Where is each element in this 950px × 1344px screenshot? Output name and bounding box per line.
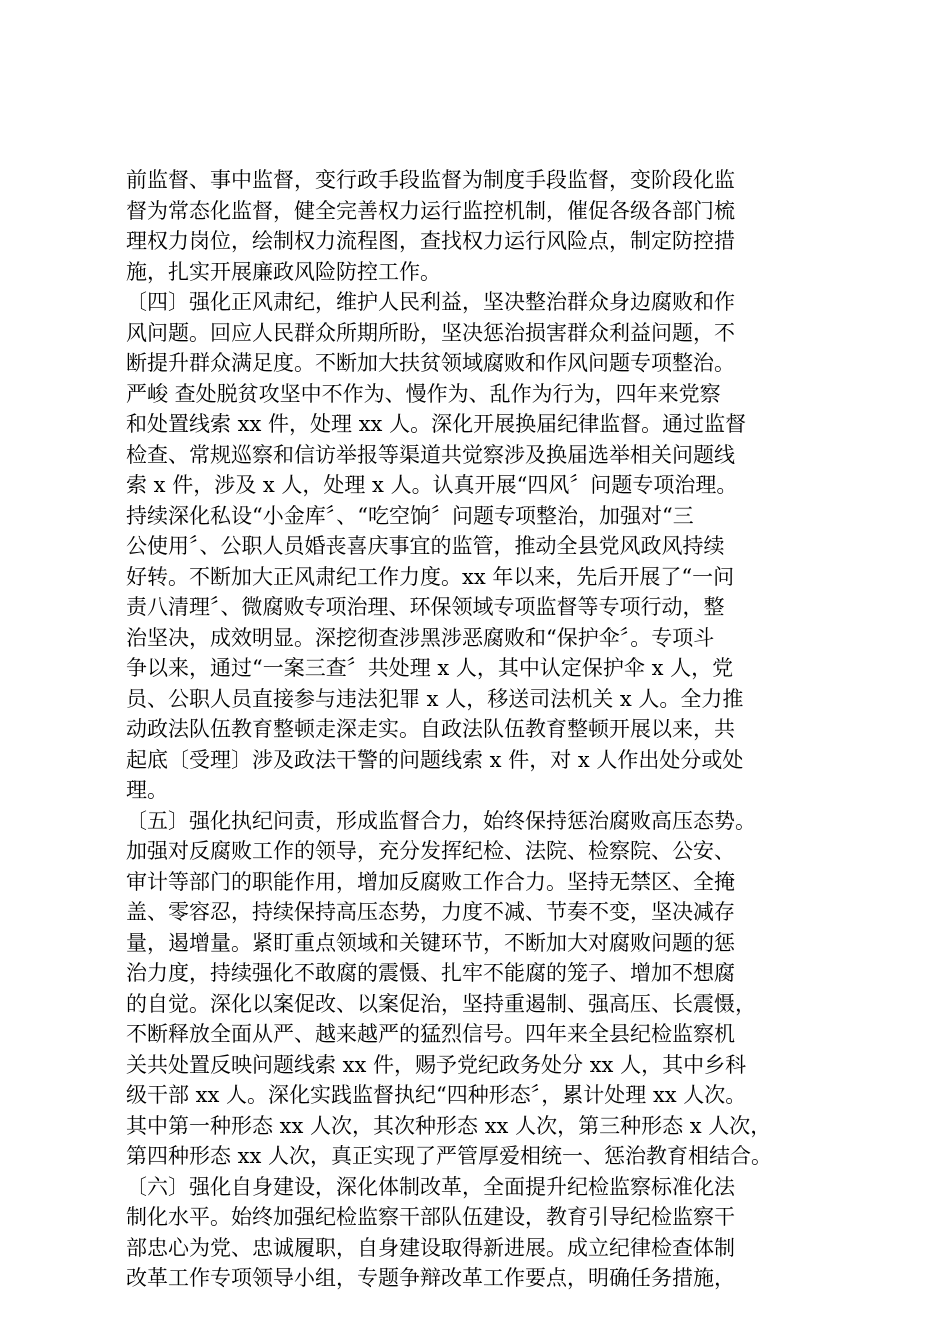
text-line: 治力度，持续强化不敢腐的震慑、扎牢不能腐的笼子、增加不想腐 (126, 961, 735, 985)
section-heading-line: 〔四〕强化正风肃纪，维护人民利益，坚决整治群众身边腐败和作 (126, 290, 735, 314)
text-line: 理权力岗位，绘制权力流程图，查找权力运行风险点，制定防控措 (126, 229, 735, 253)
section-heading-line: 〔五〕强化执纪问责，形成监督合力，始终保持惩治腐败高压态势。 (126, 808, 756, 833)
text-line: 好转。不断加大正风肃纪工作力度。xx 年以来，先后开展了“一问 (126, 564, 735, 589)
text-line: 的自觉。深化以案促改、以案促治，坚持重遏制、强高压、长震慑， (126, 991, 756, 1016)
text-line: 施，扎实开展廉政风险防控工作。 (126, 259, 441, 284)
document-body (126, 165, 846, 1294)
section-heading-line: 〔六〕强化自身建设，深化体制改革，全面提升纪检监察标准化法 (126, 1174, 735, 1199)
text-line: 动政法队伍教育整顿走深走实。自政法队伍教育整顿开展以来，共 (126, 717, 735, 741)
text-line: 检查、常规巡察和信访举报等渠道共觉察涉及换届选举相关问题线 (126, 442, 735, 467)
text-line: 关共处置反映问题线索 xx 件，赐予党纪政务处分 xx 人，其中乡科 (126, 1052, 747, 1077)
text-line: 督为常态化监督，健全完善权力运行监控机制，催促各级各部门梳 (126, 198, 735, 223)
text-line: 制化水平。始终加强纪检监察干部队伍建设，教育引导纪检监察干 (126, 1205, 735, 1229)
text-line: 治坚决，成效明显。深挖彻查涉黑涉恶腐败和“保护伞〞。专项斗 (126, 625, 715, 650)
text-line: 审计等部门的职能作用，增加反腐败工作合力。坚持无禁区、全掩 (126, 869, 735, 894)
text-line: 和处置线索 xx 件，处理 xx 人。深化开展换届纪律监督。通过监督 (126, 412, 747, 436)
text-line: 级干部 xx 人。深化实践监督执纪“四种形态〞，累计处理 xx 人次。 (126, 1083, 747, 1107)
text-line: 持续深化私设“小金库〞、“吃空饷〞问题专项整治，加强对“三 (126, 503, 694, 528)
text-line: 改革工作专项领导小组，专题争辩改革工作要点，明确任务措施， (126, 1266, 735, 1290)
text-line: 员、公职人员直接参与违法犯罪 x 人，移送司法机关 x 人。全力推 (126, 686, 744, 711)
text-line: 公使用〞、公职人员婚丧喜庆事宜的监管，推动全县党风政风持续 (126, 534, 725, 558)
text-line: 前监督、事中监督，变行政手段监督为制度手段监督，变阶段化监 (126, 168, 735, 192)
text-line: 理。 (126, 778, 168, 802)
text-line: 量，遏增量。紧盯重点领域和关键环节，不断加大对腐败问题的惩 (126, 930, 735, 955)
text-line: 加强对反腐败工作的领导，充分发挥纪检、法院、检察院、公安、 (126, 839, 735, 863)
text-line: 其中第一种形态 xx 人次，其次种形态 xx 人次，第三种形态 x 人次， (126, 1113, 772, 1138)
text-line: 盖、零容忍，持续保持高压态势，力度不减、节奏不变，坚决减存 (126, 900, 735, 924)
text-line: 索 x 件，涉及 x 人，处理 x 人。认真开展“四风〞问题专项治理。 (126, 473, 738, 497)
text-line: 起底〔受理〕涉及政法干警的问题线索 x 件，对 x 人作出处分或处 (126, 747, 744, 772)
text-line: 责八清理〞、微腐败专项治理、环保领域专项监督等专项行动，整 (126, 595, 725, 619)
text-line: 断提升群众满足度。不断加大扶贫领域腐败和作风问题专项整治。 (126, 351, 735, 375)
text-line: 严峻 查处脱贫攻坚中不作为、慢作为、乱作为行为，四年来党察 (126, 381, 721, 406)
text-line: 第四种形态 xx 人次，真正实现了严管厚爱相统一、惩治教育相结合。 (126, 1144, 773, 1168)
text-line: 不断释放全面从严、越来越严的猛烈信号。四年来全县纪检监察机 (126, 1022, 735, 1046)
text-line: 争以来，通过“一案三查〞共处理 x 人，其中认定保护伞 x 人，党 (126, 656, 734, 680)
text-line: 部忠心为党、忠诚履职，自身建设取得新进展。成立纪律检查体制 (126, 1235, 735, 1260)
text-line: 风问题。回应人民群众所期所盼，坚决惩治损害群众利益问题，不 (126, 320, 735, 345)
